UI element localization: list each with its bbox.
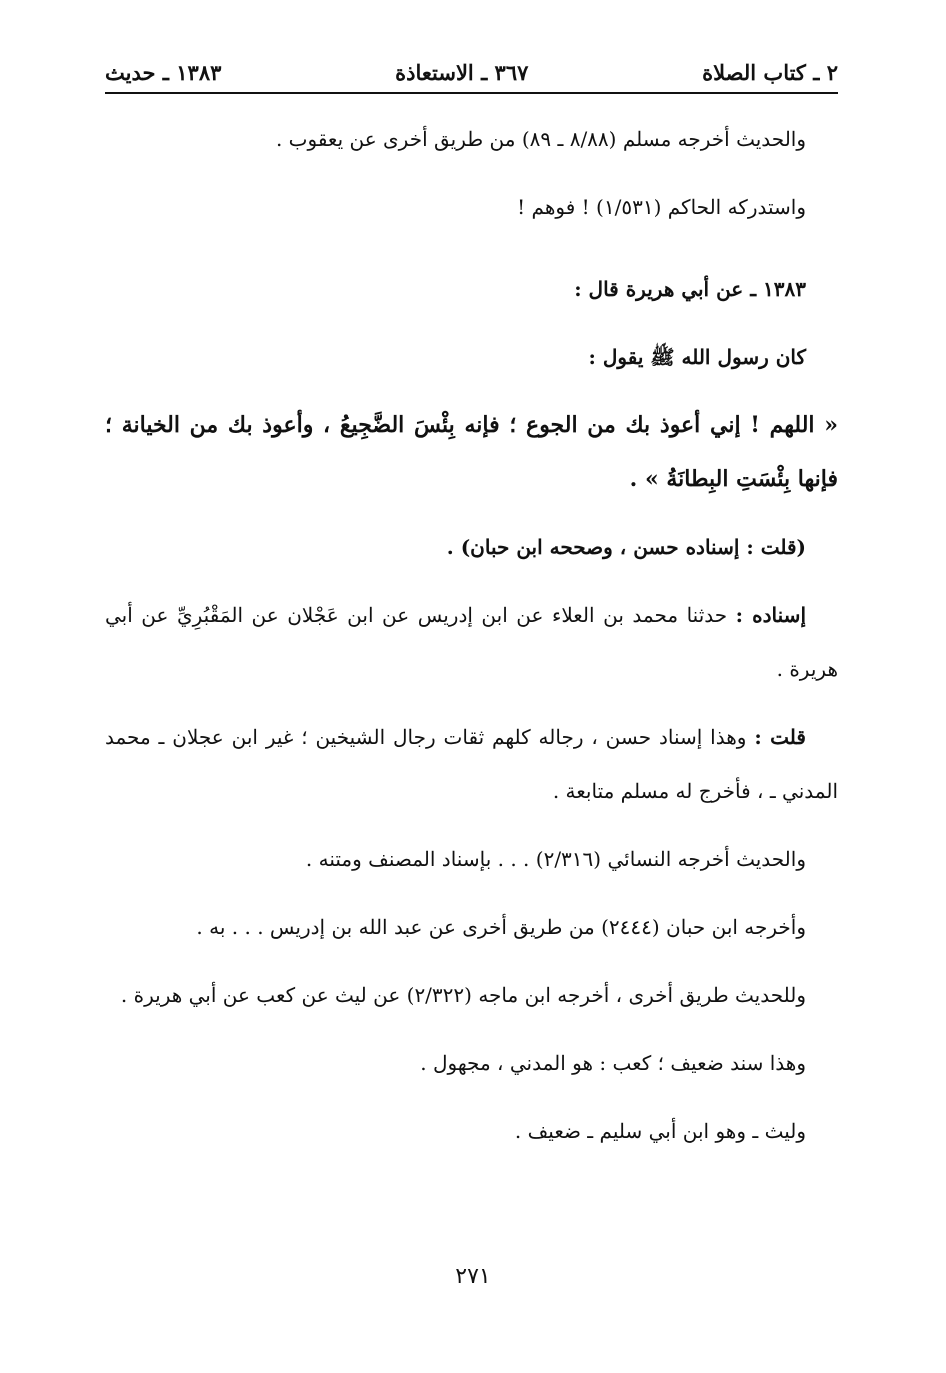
header-chapter: ٢ ـ كتاب الصلاة xyxy=(702,59,838,85)
isnad-text: حدثنا محمد بن العلاء عن ابن إدريس عن ابن عَجْلان عن المَقْبُرِيِّ عن أبي هريرة . xyxy=(105,603,838,681)
isnad-label: إسناده : xyxy=(735,603,806,627)
paragraph-hakim: واستدركه الحاكم (١/٥٣١) ! فوهم ! xyxy=(517,195,806,219)
page-number: ٢٧١ xyxy=(455,1264,491,1289)
paragraph-muslim: والحديث أخرجه مسلم (٨/٨٨ ـ ٨٩) من طريق أخرى عن يعقوب . xyxy=(275,127,806,151)
commentary-paragraph xyxy=(105,710,838,818)
commentary-text: وهذا إسناد حسن ، رجاله كلهم ثقات رجال الشيخين ؛ غير ابن عجلان ـ محمد المدني ـ ، فأخرج له مسلم متابعة . xyxy=(105,725,838,803)
paragraph-nasai: والحديث أخرجه النسائي (٢/٣١٦) . . . بإسناد المصنف ومتنه . xyxy=(305,847,806,871)
paragraph-ibn-majah: وللحديث طريق أخرى ، أخرجه ابن ماجه (٢/٣٢٢) عن ليث عن كعب عن أبي هريرة . xyxy=(120,983,806,1007)
isnad-paragraph xyxy=(105,588,838,696)
header-section: ٣٦٧ ـ الاستعاذة xyxy=(395,59,529,85)
paragraph-layth: وليث ـ وهو ابن أبي سليم ـ ضعيف . xyxy=(514,1119,806,1143)
header-hadith-number: ١٣٨٣ ـ حديث xyxy=(105,59,222,85)
grading-note: (قلت : إسناده حسن ، وصححه ابن حبان) . xyxy=(446,535,806,559)
hadith-intro: كان رسول الله ﷺ يقول : xyxy=(588,345,806,369)
page-body xyxy=(105,112,838,1158)
hadith-text: « اللهم ! إني أعوذ بك من الجوع ؛ فإنه بِئْسَ الضَّجِيعُ ، وأعوذ بك من الخيانة ؛ فإنها بِئْسَتِ البِطانَةُ » . xyxy=(105,412,838,492)
commentary-label: قلت : xyxy=(754,725,806,749)
hadith-heading: ١٣٨٣ ـ عن أبي هريرة قال : xyxy=(574,277,806,301)
paragraph-weak-chain: وهذا سند ضعيف ؛ كعب : هو المدني ، مجهول . xyxy=(420,1051,806,1075)
paragraph-ibn-hibban: وأخرجه ابن حبان (٢٤٤٤) من طريق أخرى عن عبد الله بن إدريس . . . به . xyxy=(196,915,806,939)
running-header xyxy=(105,52,838,94)
